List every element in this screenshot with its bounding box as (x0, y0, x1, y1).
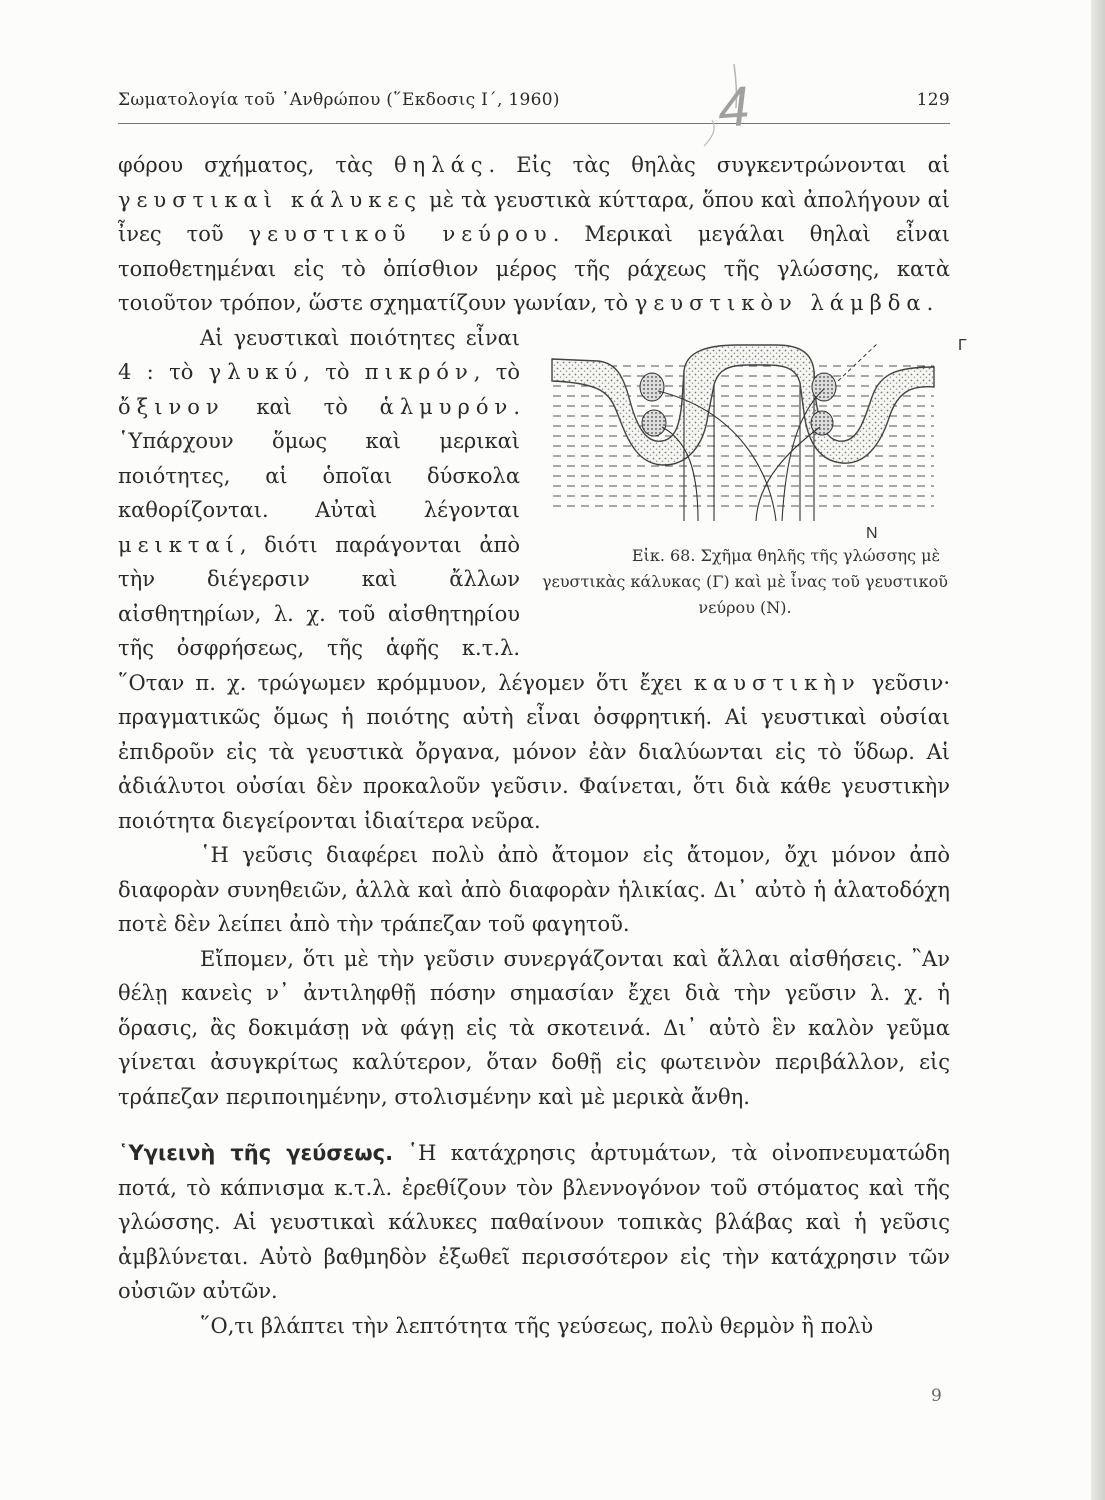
figure-68 (538, 331, 967, 653)
page-body (118, 148, 967, 1343)
signature-folio: 9 (931, 1386, 942, 1406)
text-run: . ῾Υπάρχουν ὅμως καὶ μερικαὶ ποιότητες, αἱ ὁποῖαι δύσκολα καθορίζονται. Αὐταὶ λέγονται (118, 394, 520, 522)
page-number: 129 (916, 90, 950, 110)
section-body: ῾Η κατάχρησις ἀρτυμάτων, τὰ οἰνοπνευματώδη ποτά, τὸ κάπνισμα κ.τ.λ. ἐρεθίζουν τὸν βλεννογόνον τοῦ στόματος καὶ τῆς γλώσσης. Αἱ γευστικαὶ κάλυκες παθαίνουν τοπικὰς βλάβας καὶ ἡ γεῦσις ἀμβλύνεται. Αὐτὸ βαθμηδὸν ἐξωθεῖ περισσότερον εἰς τὴν κατάχρησιν τῶν οὐσιῶν αὐτῶν. (118, 1141, 951, 1303)
text-run: , τὸ (303, 360, 365, 384)
taste-bud (640, 373, 664, 401)
text-run: καὶ τὸ (224, 394, 380, 419)
paragraph-5 (118, 1136, 950, 1309)
paragraph-2 (118, 321, 967, 839)
paragraph-1 (118, 148, 950, 321)
spaced-term: γευστικαὶ κάλυκες (118, 187, 423, 212)
paragraph-6: ῞Ο,τι βλάπτει τὴν λεπτότητα τῆς γεύσεως, πολὺ θερμὸν ἢ πολὺ (200, 1313, 874, 1338)
handwritten-letter: 4 (715, 73, 752, 140)
text-run: μὲ τὰ γευστικὰ κύτταρα, ὅπου καὶ ἀπολήγουν αἱ ἶνες τοῦ (118, 187, 951, 246)
paragraph-3: ῾Η γεῦσις διαφέρει πολὺ ἀπὸ ἄτομον εἰς ἄτομον, ὄχι μόνον ἀπὸ διαφορὰν συνηθειῶν, ἀλλὰ καὶ ἀπὸ διαφορὰν ἡλικίας. Δι᾿ αὐτὸ ἡ ἁλατοδόχη ποτὲ δὲν λείπει ἀπὸ τὴν τράπεζαν τοῦ φαγητοῦ. (118, 843, 950, 936)
header-rule (118, 123, 950, 124)
taste-bud (812, 373, 836, 401)
text-run: , τὸ (473, 360, 520, 384)
text-run: . Μερικαὶ μεγάλαι θηλαὶ εἶναι τοποθετημέναι εἰς τὸ ὀπίσθιον μέρος τῆς ράχεως τῆς γλώσσης, κατὰ τοιοῦτον τρόπον, ὥστε σχηματίζουν γωνίαν, τὸ (118, 222, 950, 315)
spaced-term: ὄξινον (118, 394, 225, 419)
section-gap (118, 1114, 950, 1136)
text-run: . (926, 291, 934, 315)
spaced-term: θηλάς (394, 153, 489, 177)
page-edge-shadow (1091, 0, 1105, 1500)
text-run: Αἱ γευστικαὶ ποιότητες εἶναι 4 : τὸ (118, 325, 520, 384)
spaced-term: καυστικὴν (693, 670, 861, 695)
text-run: , διότι παράγονται ἀπὸ τὴν διέγερσιν καὶ ἄλλων αἰσθητηρίων, λ. χ. τοῦ αἰσθητηρίου τῆς ὀσφρήσεως, τῆς ἁφῆς κ.τ.λ. ῞Οταν π. χ. τρώγωμεν κρόμμυον, λέγομεν ὅτι ἔχει (118, 532, 694, 695)
spaced-term: γευστικοῦ νεύρου (248, 222, 553, 246)
text-run: . Εἰς τὰς θηλὰς συγκεντρώνονται αἱ (488, 153, 951, 177)
label-gamma: Γ (958, 336, 967, 354)
figure-caption: Εἰκ. 68. Σχῆμα θηλῆς τῆς γλώσσης μὲ γευστικὰς κάλυκας (Γ) καὶ μὲ ἶνας τοῦ γευστικοῦ νεύρου (Ν). (541, 545, 949, 617)
taste-bud (642, 410, 666, 436)
spaced-term: πικρόν (364, 360, 474, 384)
section-heading: ῾Υγιεινὴ τῆς γεύσεως. (118, 1141, 394, 1165)
text-run: φόρου σχήματος, τὰς (118, 153, 395, 177)
running-title: Σωματολογία τοῦ ᾿Ανθρώπου (῞Εκδοσις Ι΄, 1960) (118, 90, 560, 110)
label-n: Ν (866, 524, 878, 542)
spaced-term: μεικταί (118, 532, 240, 557)
spaced-term: γλυκύ (208, 360, 304, 384)
paragraph-4: Εἴπομεν, ὅτι μὲ τὴν γεῦσιν συνεργάζονται καὶ ἄλλαι αἰσθήσεις. ῍Αν θέλῃ κανεὶς ν᾿ ἀντιληφθῇ πόσην σημασίαν ἔχει διὰ τὴν γεῦσιν λ. χ. ἡ ὅρασις, ἂς δοκιμάσῃ νὰ φάγῃ εἰς τὰ σκοτεινά. Δι᾿ αὐτὸ ἓν καλὸν γεῦμα γίνεται ἀσυγκρίτως καλύτερον, ὅταν δοθῇ εἰς φωτεινὸν περιβάλλον, εἰς τράπεζαν περιποιημένην, στολισμένην καὶ μὲ μερικὰ ἄνθη. (118, 946, 950, 1109)
handwritten-mark (700, 58, 760, 148)
spaced-term: ἁλμυρόν (379, 394, 514, 419)
text-run: γεῦσιν· πραγματικῶς ὅμως ἡ ποιότης αὐτὴ εἶναι ὀσφρητική. Αἱ γευστικαὶ οὐσίαι ἐπιδροῦν εἰς τὰ γευστικὰ ὄργανα, μόνον ἐὰν διαλύωνται εἰς τὸ ὕδωρ. Αἱ ἀδιάλυτοι οὐσίαι δὲν προκαλοῦν γεῦσιν. Φαίνεται, ὅτι διὰ κάθε γευστικὴν ποιότητα διεγείρονται ἰδιαίτερα νεῦρα. (118, 670, 950, 833)
spaced-term: γευστικὸν λάμβδα (634, 291, 927, 315)
